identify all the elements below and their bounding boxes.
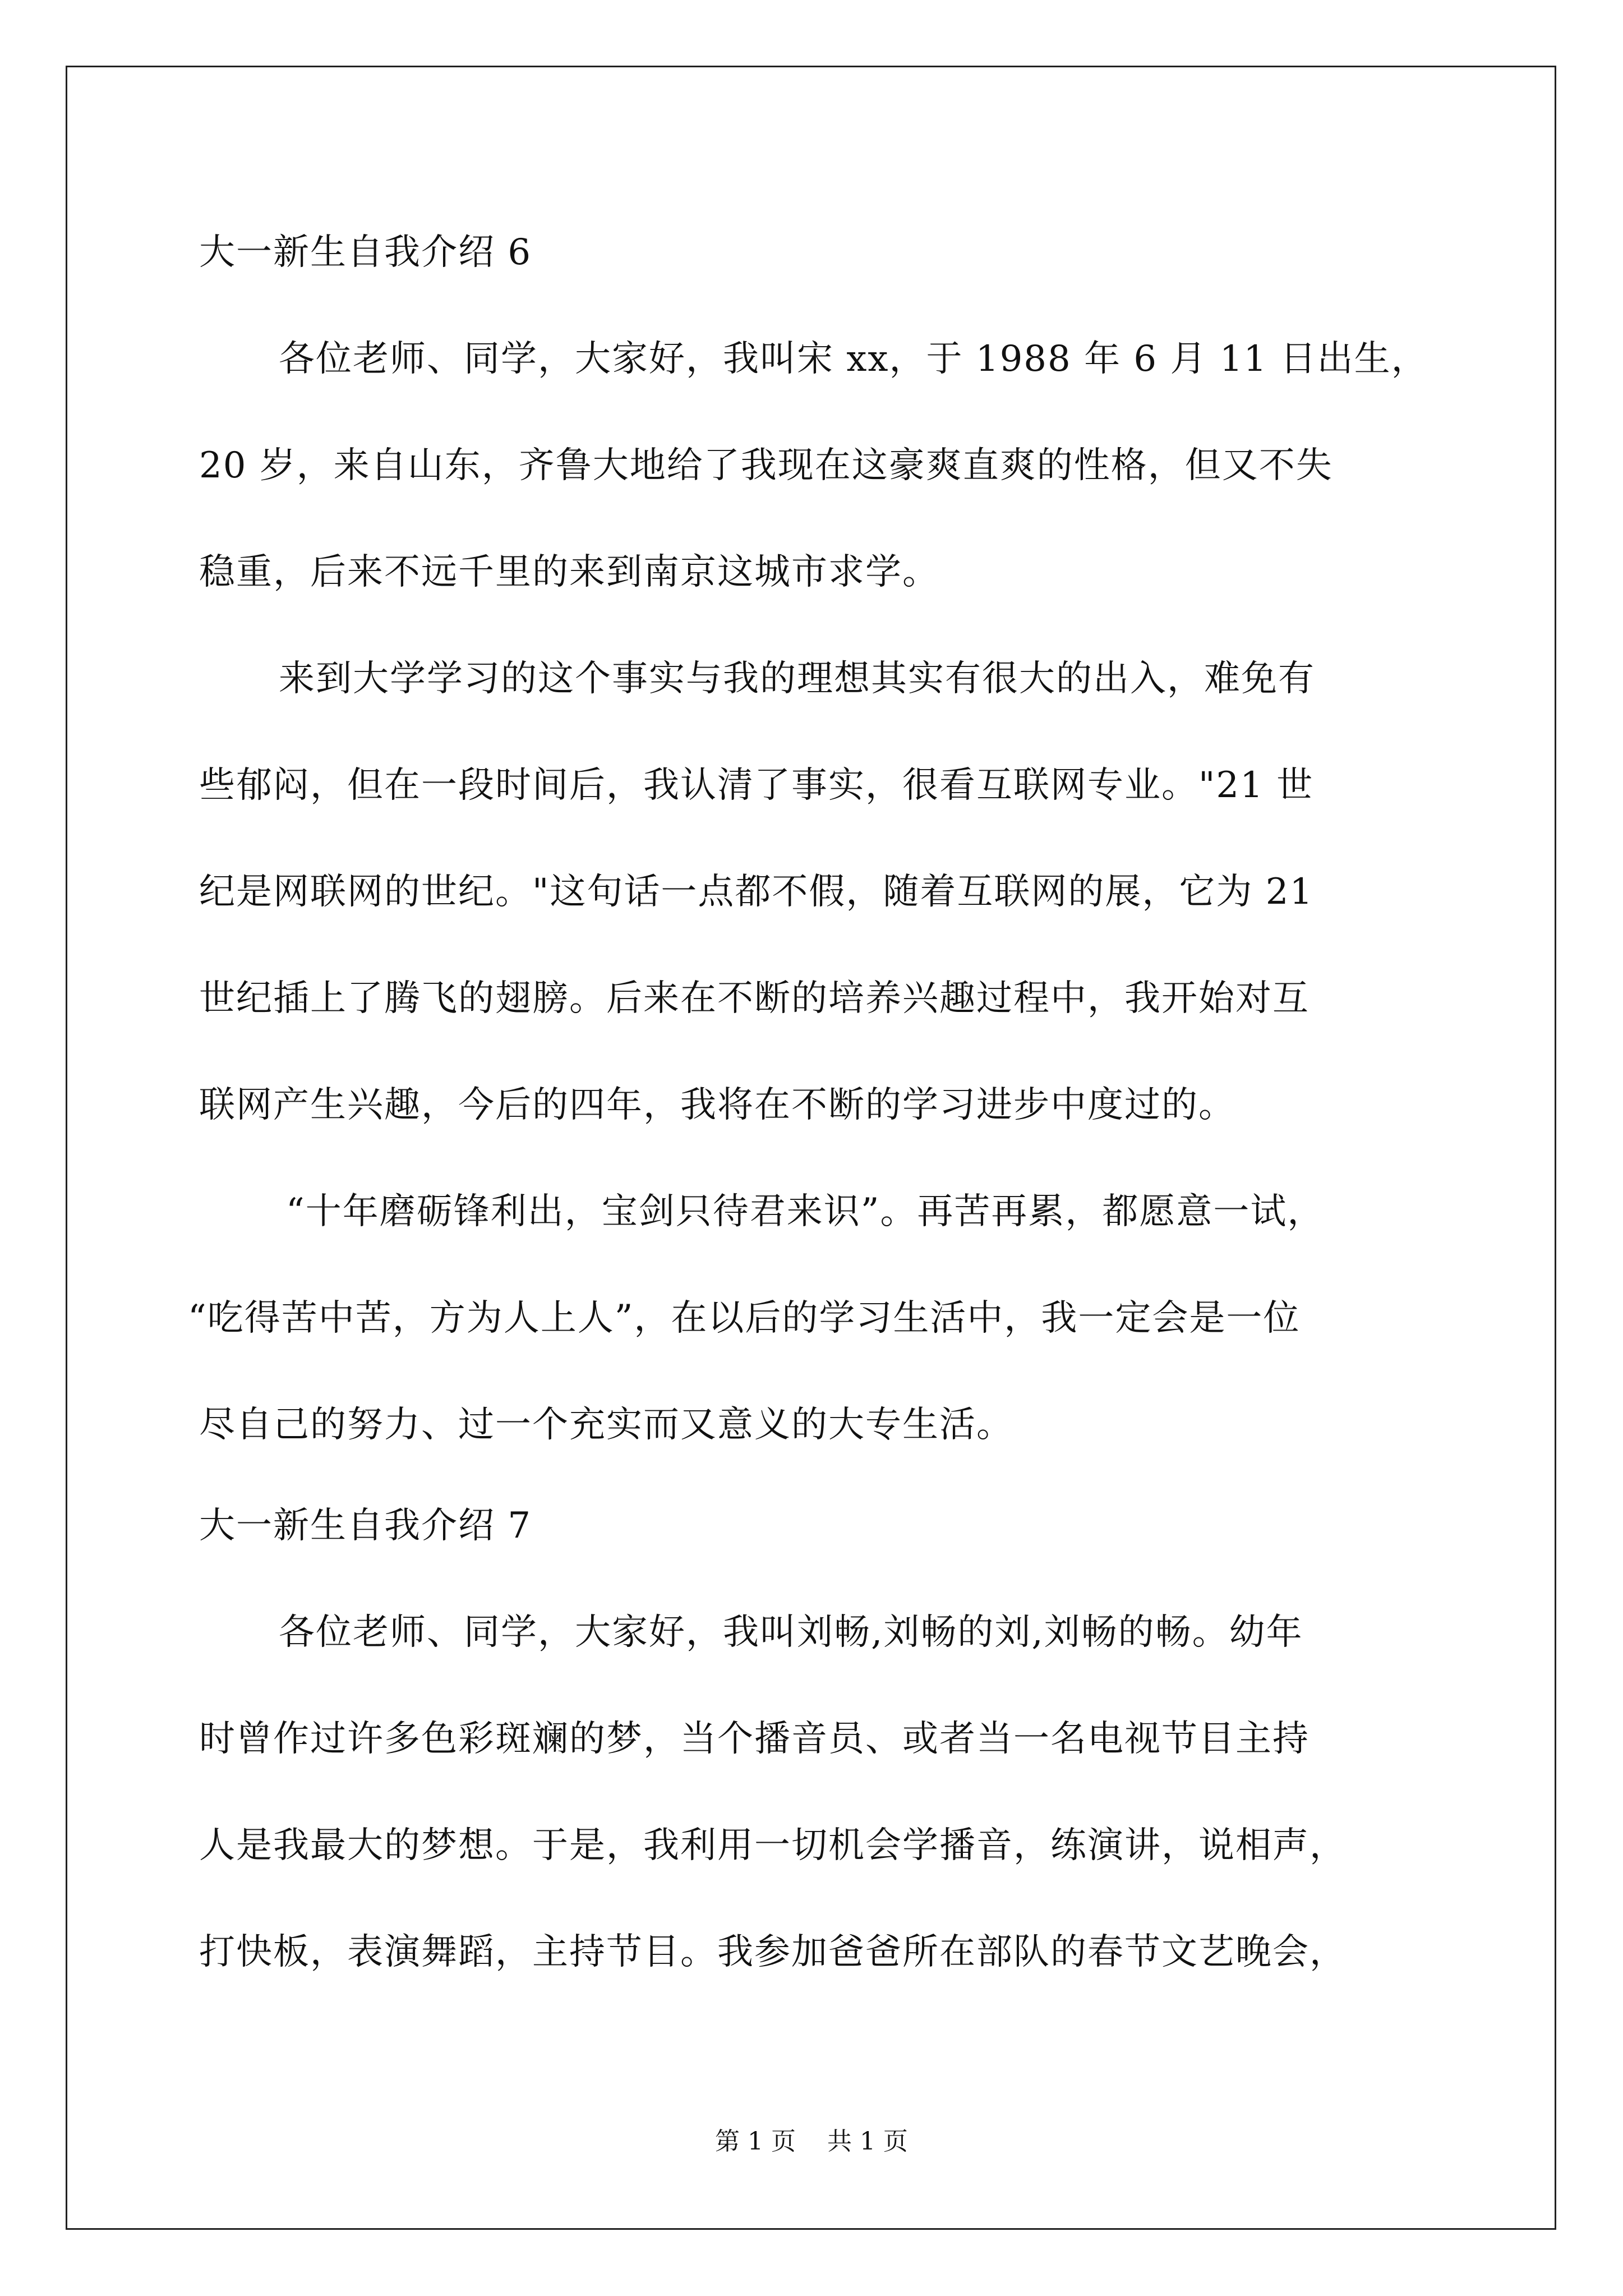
section-heading: 大一新生自我介绍 6 xyxy=(199,232,532,273)
section-heading: 大一新生自我介绍 7 xyxy=(199,1505,532,1547)
paragraph-line: “十年磨砺锋利出，宝剑只待君来识”。再苦再累，都愿意一试， xyxy=(286,1191,1325,1232)
paragraph-line: 打快板，表演舞蹈，主持节目。我参加爸爸所在部队的春节文艺晚会， xyxy=(199,1931,1347,1973)
paragraph-line: 人是我最大的梦想。于是，我利用一切机会学播音，练演讲，说相声， xyxy=(199,1825,1347,1866)
paragraph-line: 联网产生兴趣，今后的四年，我将在不断的学习进步中度过的。 xyxy=(199,1084,1235,1126)
paragraph-line: 些郁闷，但在一段时间后，我认清了事实，很看互联网专业。"21 世 xyxy=(199,765,1314,806)
paragraph-line: 纪是网联网的世纪。"这句话一点都不假，随着互联网的展，它为 21 xyxy=(199,871,1314,913)
paragraph-line: 尽自己的努力、过一个充实而又意义的大专生活。 xyxy=(199,1404,1013,1446)
page-border xyxy=(66,66,1556,2230)
paragraph-line: 来到大学学习的这个事实与我的理想其实有很大的出入，难免有 xyxy=(279,658,1315,700)
paragraph-line: 世纪插上了腾飞的翅膀。后来在不断的培养兴趣过程中，我开始对互 xyxy=(199,978,1310,1019)
page-number-footer: 第 1 页 共 1 页 xyxy=(715,2127,908,2156)
paragraph-line: 各位老师、同学，大家好，我叫刘畅,刘畅的刘,刘畅的畅。幼年 xyxy=(279,1612,1303,1653)
paragraph-line: 各位老师、同学，大家好，我叫宋 xx，于 1988 年 6 月 11 日出生， xyxy=(279,338,1428,380)
paragraph-line: 时曾作过许多色彩斑斓的梦，当个播音员、或者当一名电视节目主持 xyxy=(199,1718,1310,1760)
paragraph-line: 20 岁，来自山东，齐鲁大地给了我现在这豪爽直爽的性格，但又不失 xyxy=(199,445,1333,486)
paragraph-line: 稳重，后来不远千里的来到南京这城市求学。 xyxy=(199,551,939,593)
paragraph-line: “吃得苦中苦，方为人上人”，在以后的学习生活中，我一定会是一位 xyxy=(188,1297,1301,1339)
